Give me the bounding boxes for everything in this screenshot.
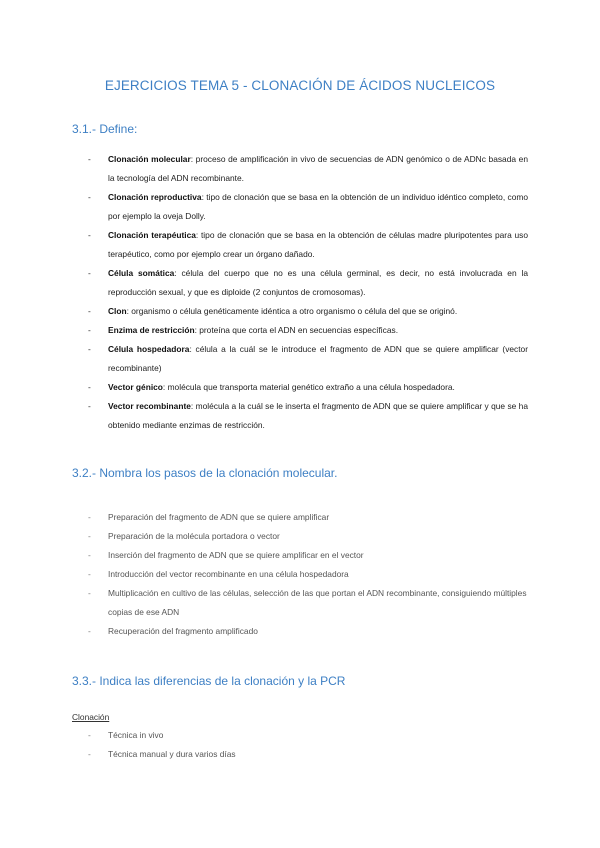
item-text: Técnica manual y dura varios días <box>108 749 236 759</box>
list-item <box>88 726 528 745</box>
step-text: Preparación del fragmento de ADN que se quiere amplificar <box>108 512 330 522</box>
list-item <box>88 397 528 435</box>
bullet-dash: - <box>88 382 91 392</box>
bullet-dash: - <box>88 325 91 335</box>
list-item <box>88 340 528 378</box>
list-item <box>88 150 528 188</box>
step-text: Introducción del vector recombinante en una célula hospedadora <box>108 569 349 579</box>
bullet-dash: - <box>88 749 91 759</box>
bullet-dash: - <box>88 626 91 636</box>
bullet-dash: - <box>88 192 91 202</box>
subheading-clonacion: Clonación <box>72 712 110 722</box>
definition-term: Célula somática <box>108 268 175 278</box>
steps-list <box>88 508 528 641</box>
bullet-dash: - <box>88 154 91 164</box>
bullet-dash: - <box>88 588 91 598</box>
definition-term: Clon <box>108 306 127 316</box>
list-item <box>88 226 528 264</box>
step-text: Preparación de la molécula portadora o vector <box>108 531 280 541</box>
step-text: Recuperación del fragmento amplificado <box>108 626 258 636</box>
list-item <box>88 745 528 764</box>
list-item <box>88 378 528 397</box>
bullet-dash: - <box>88 268 91 278</box>
definition-term: Vector génico <box>108 382 163 392</box>
definition-term: Vector recombinante <box>108 401 191 411</box>
bullet-dash: - <box>88 730 91 740</box>
definition-term: Clonación terapéutica <box>108 230 196 240</box>
bullet-dash: - <box>88 550 91 560</box>
definitions-list <box>88 150 528 435</box>
bullet-dash: - <box>88 230 91 240</box>
bullet-dash: - <box>88 306 91 316</box>
section-heading-differences: 3.3.- Indica las diferencias de la clonación y la PCR <box>72 674 346 688</box>
step-text: Inserción del fragmento de ADN que se quiere amplificar en el vector <box>108 550 364 560</box>
list-item <box>88 302 528 321</box>
definition-text: : célula a la cuál se le introduce el fragmento de ADN que se quiere amplificar (vector recombinante) <box>108 344 528 373</box>
bullet-dash: - <box>88 512 91 522</box>
definition-text: : tipo de clonación que se basa en la obtención de células madre pluripotentes para uso terapéutico, como por ejemplo crear un órgano dañado. <box>108 230 528 259</box>
bullet-dash: - <box>88 401 91 411</box>
list-item <box>88 584 528 622</box>
definition-text: : proteína que corta el ADN en secuencias específicas. <box>194 325 399 335</box>
definition-term: Enzima de restricción <box>108 325 195 335</box>
step-text: Multiplicación en cultivo de las células, selección de las que portan el ADN recombinante, consiguiendo múltiples copias de ese ADN <box>108 588 527 617</box>
item-text: Técnica in vivo <box>108 730 164 740</box>
list-item <box>88 527 528 546</box>
list-item <box>88 622 528 641</box>
section-heading-steps: 3.2.- Nombra los pasos de la clonación molecular. <box>72 466 338 480</box>
definition-text: : proceso de amplificación in vivo de secuencias de ADN genómico o de ADNc basada en la tecnología del ADN recombinante. <box>108 154 528 183</box>
definition-text: : molécula a la cuál se le inserta el fragmento de ADN que se quiere amplificar y que se ha obtenido mediante enzimas de restricción. <box>108 401 528 430</box>
bullet-dash: - <box>88 569 91 579</box>
definition-term: Clonación reproductiva <box>108 192 202 202</box>
list-item <box>88 546 528 565</box>
definition-text: : molécula que transporta material genético extraño a una célula hospedadora. <box>162 382 455 392</box>
clonacion-list <box>88 726 528 764</box>
definition-text: : organismo o célula genéticamente idéntica a otro organismo o célula del que se originó. <box>126 306 458 316</box>
list-item <box>88 508 528 527</box>
bullet-dash: - <box>88 344 91 354</box>
definition-text: : tipo de clonación que se basa en la obtención de un individuo idéntico completo, como por ejemplo la oveja Dolly. <box>108 192 528 221</box>
document-title: EJERCICIOS TEMA 5 - CLONACIÓN DE ÁCIDOS NUCLEICOS <box>104 78 496 93</box>
bullet-dash: - <box>88 531 91 541</box>
list-item <box>88 565 528 584</box>
list-item <box>88 321 528 340</box>
list-item <box>88 264 528 302</box>
list-item <box>88 188 528 226</box>
definition-term: Clonación molecular <box>108 154 191 164</box>
definition-text: : célula del cuerpo que no es una célula germinal, es decir, no está involucrada en la reproducción sexual, y que es diploide (2 conjuntos de cromosomas). <box>108 268 528 297</box>
definition-term: Célula hospedadora <box>108 344 190 354</box>
section-heading-define: 3.1.- Define: <box>72 122 138 136</box>
